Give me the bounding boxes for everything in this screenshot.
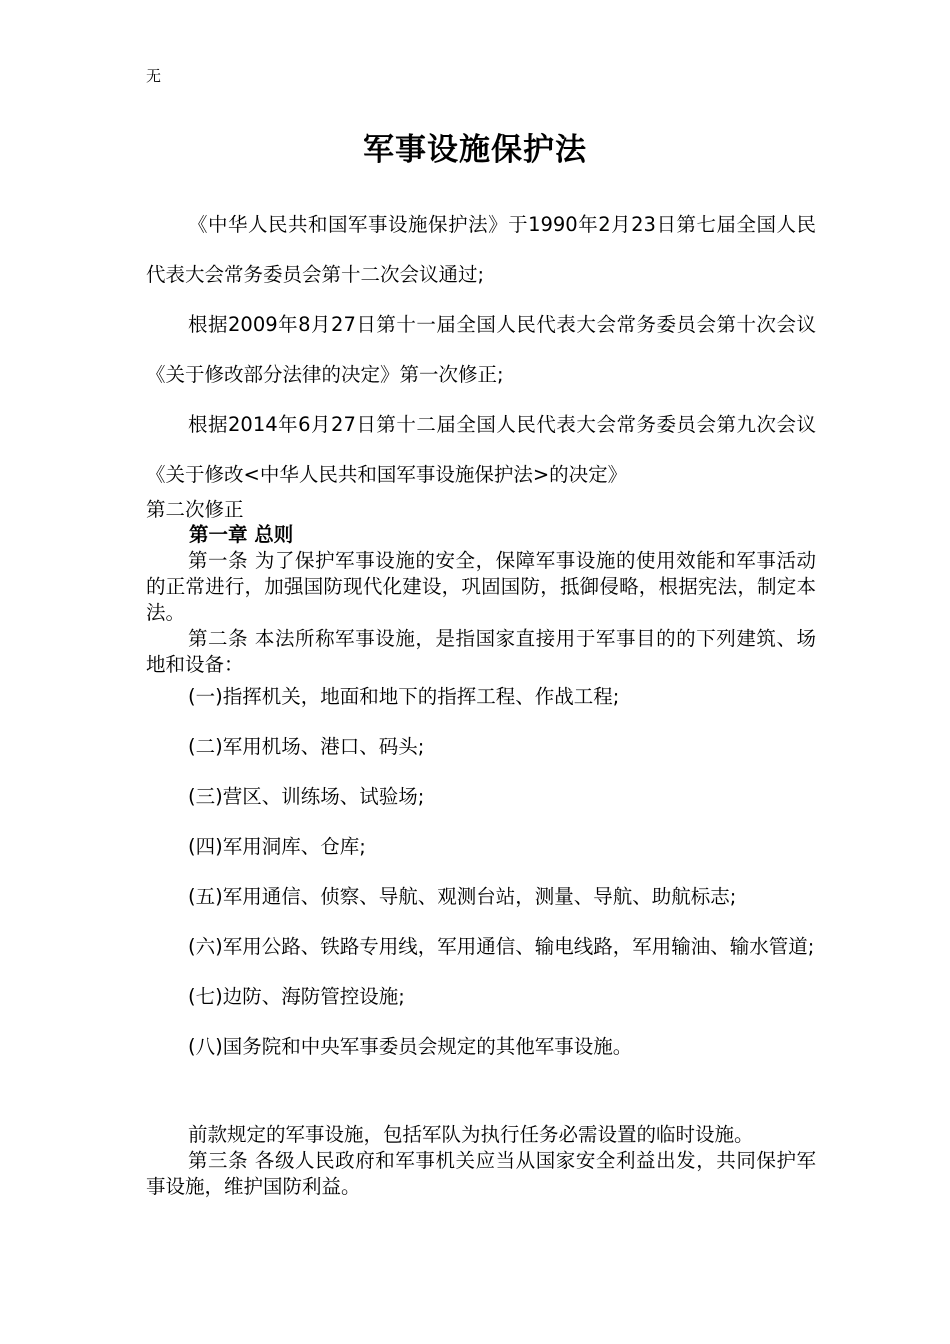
article-2-note xyxy=(146,1122,816,1148)
list-item: (四)军用洞库、仓库; xyxy=(188,835,366,858)
header-mark: 无 xyxy=(146,67,162,85)
preamble-tail: 第二次修正 xyxy=(146,498,244,521)
list-item: (八)国务院和中央军事委员会规定的其他军事设施。 xyxy=(188,1035,633,1058)
article-3-text: 第三条 各级人民政府和军事机关应当从国家安全利益出发，共同保护军事设施，维护国防利益。 xyxy=(146,1149,816,1198)
list-item: (二)军用机场、港口、码头; xyxy=(188,735,425,758)
list-item: (五)军用通信、侦察、导航、观测台站，测量、导航、助航标志; xyxy=(188,885,737,908)
chapter-heading: 第一章 总则 xyxy=(189,523,294,546)
list-item: (一)指挥机关，地面和地下的指挥工程、作战工程; xyxy=(188,685,620,708)
article-3 xyxy=(146,1148,816,1200)
preamble xyxy=(146,200,816,500)
preamble-paragraph-3: 根据2014年6月27日第十二届全国人民代表大会常务委员会第九次会议《关于修改<中华人民共和国军事设施保护法>的决定》 xyxy=(146,413,816,486)
document-title: 军事设施保护法 xyxy=(363,132,587,168)
article-2-item-list xyxy=(146,672,816,1072)
article-2-note-text: 前款规定的军事设施，包括军队为执行任务必需设置的临时设施。 xyxy=(188,1123,754,1146)
article-2 xyxy=(146,626,816,678)
list-item: (三)营区、训练场、试验场; xyxy=(188,785,425,808)
article-1-text: 第一条 为了保护军事设施的安全，保障军事设施的使用效能和军事活动的正常进行，加强国防现代化建设，巩固国防，抵御侵略，根据宪法，制定本法。 xyxy=(146,549,816,624)
list-item: (七)边防、海防管控设施; xyxy=(188,985,405,1008)
article-1 xyxy=(146,548,816,626)
list-item: (六)军用公路、铁路专用线，军用通信、输电线路，军用输油、输水管道; xyxy=(188,935,815,958)
preamble-paragraph-2: 根据2009年8月27日第十一届全国人民代表大会常务委员会第十次会议《关于修改部分法律的决定》第一次修正; xyxy=(146,313,816,386)
preamble-paragraph-1: 《中华人民共和国军事设施保护法》于1990年2月23日第七届全国人民代表大会常务委员会第十二次会议通过; xyxy=(146,213,816,286)
article-2-text: 第二条 本法所称军事设施，是指国家直接用于军事目的的下列建筑、场地和设备： xyxy=(146,627,816,676)
